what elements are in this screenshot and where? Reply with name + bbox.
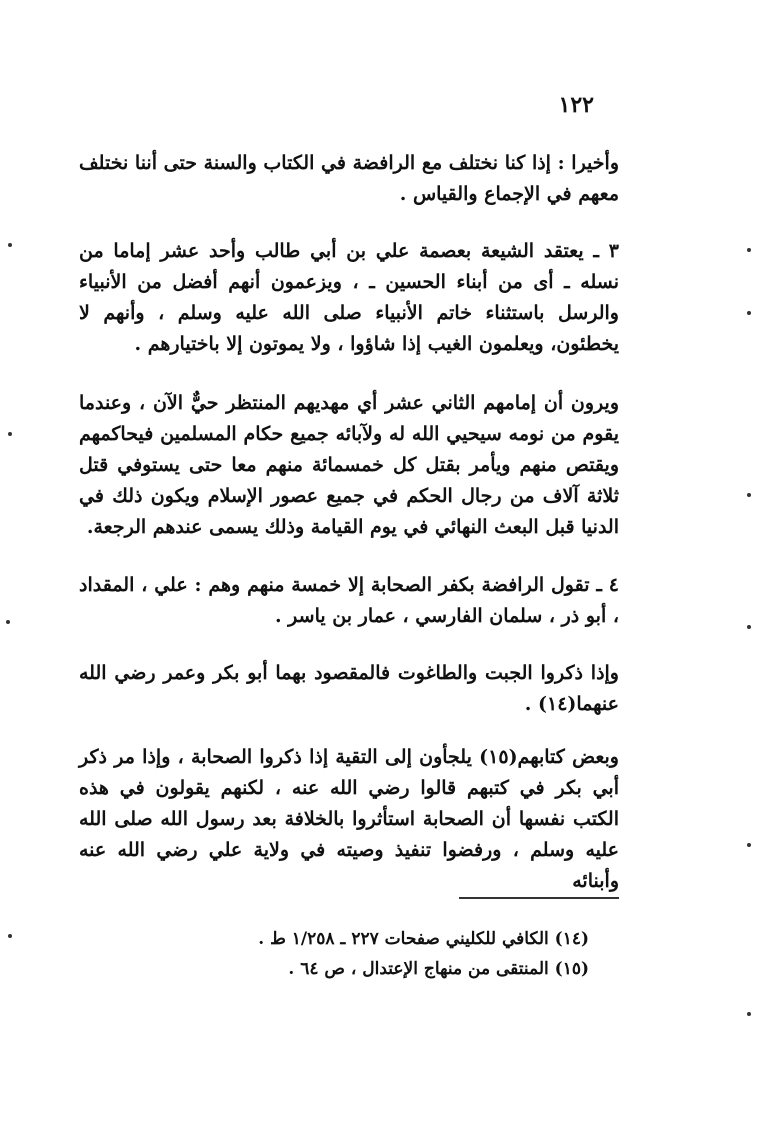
- scan-speck: [8, 243, 12, 247]
- scan-speck: [747, 1012, 751, 1016]
- footnote-15: (١٥) المنتقى من منهاج الإعتدال ، ص ٦٤ .: [288, 959, 589, 979]
- paragraph-1: وأخيرا : إذا كنا نختلف مع الرافضة في الكتاب والسنة حتى أننا نختلف معهم في الإجماع والقياس .: [79, 152, 619, 205]
- footnote-divider: [459, 897, 619, 899]
- scan-speck: [747, 625, 751, 629]
- scan-speck: [8, 934, 12, 938]
- scan-speck: [747, 248, 751, 252]
- footnote-14: (١٤) الكافي للكليني صفحات ٢٢٧ ـ ١/٢٥٨ ط .: [258, 929, 589, 949]
- scan-speck: [747, 843, 751, 847]
- paragraph-2: ٣ ـ يعتقد الشيعة بعصمة علي بن أبي طالب وأحد عشر إماما من نسله ـ أى من أبناء الحسين ـ ، ويزعمون أنهم أفضل من الأنبياء والرسل باستثناء خاتم الأنبياء صلى الله عليه وسلم ، وأنهم لا يخطئون، ويعلمون الغيب إذا شاؤوا ، ولا يموتون إلا باختيارهم .: [79, 240, 619, 355]
- paragraph-4: ٤ ـ تقول الرافضة بكفر الصحابة إلا خمسة منهم وهم : علي ، المقداد ، أبو ذر ، سلمان الفارسي ، عمار بن ياسر .: [79, 574, 619, 627]
- paragraph-6: وبعض كتابهم(١٥) يلجأون إلى التقية إذا ذكروا الصحابة ، وإذا مر ذكر أبي بكر في كتبهم قالوا رضي الله عنه ، لكنهم يقولون في هذه الكتب نفسها أن الصحابة استأثروا بالخلافة بعد رسول الله صلى الله عليه وسلم ، ورفضوا تنفيذ وصيته في ولاية علي رضي الله عنه وأبنائه: [79, 746, 619, 892]
- paragraph-5: وإذا ذكروا الجبت والطاغوت فالمقصود بهما أبو بكر وعمر رضي الله عنهما(١٤) .: [79, 662, 619, 715]
- scan-speck: [6, 620, 10, 624]
- paragraph-3: ويرون أن إمامهم الثاني عشر أي مهديهم المنتظر حيٌّ الآن ، وعندما يقوم من نومه سيحيي الله له ولآبائه جميع حكام المسلمين فيحاكمهم ويقتص منهم ويأمر بقتل كل خمسمائة منهم معا حتى يستوفي قتل ثلاثة آلاف من رجال الحكم في جميع عصور الإسلام ويكون ذلك في الدنيا قبل البعث النهائي في يوم القيامة وذلك يسمى عندهم الرجعة.: [79, 392, 619, 538]
- scan-speck: [8, 432, 12, 436]
- scan-speck: [747, 311, 751, 315]
- scan-speck: [747, 493, 751, 497]
- page-number: ١٢٢: [558, 92, 594, 118]
